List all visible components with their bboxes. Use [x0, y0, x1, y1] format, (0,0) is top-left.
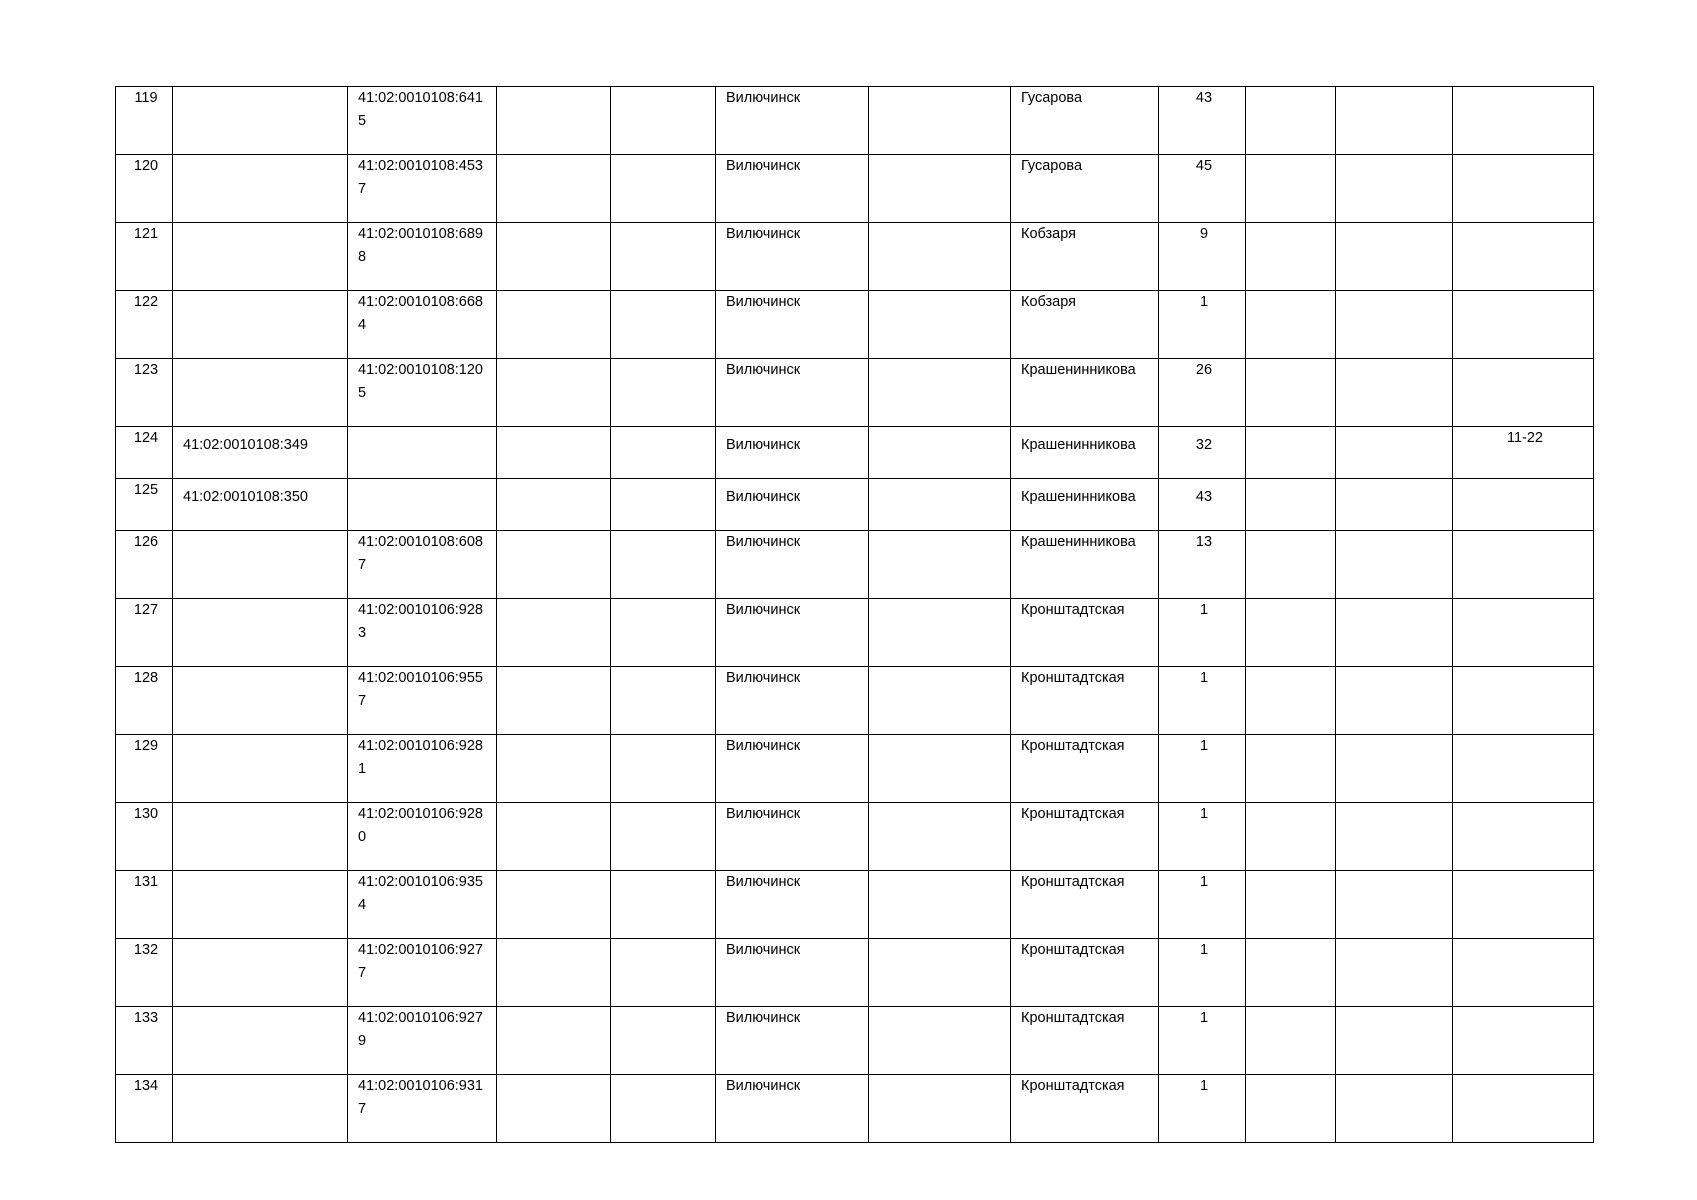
parcel-cadastral-cell [173, 359, 348, 427]
city-cell: Вилючинск [716, 735, 869, 803]
building-cadastral-cell: 41:02:0010108:4537 [348, 155, 497, 223]
parcel-cadastral-cell: 41:02:0010108:350 [173, 479, 348, 531]
empty-cell [1336, 1075, 1453, 1143]
house-number-cell: 1 [1159, 667, 1246, 735]
table-row [116, 359, 1594, 427]
building-cadastral-cell: 41:02:0010108:1205 [348, 359, 497, 427]
street-cell: Гусарова [1011, 155, 1159, 223]
empty-cell [611, 1007, 716, 1075]
empty-cell [1246, 427, 1336, 479]
table-row [116, 667, 1594, 735]
building-cadastral-cell [348, 479, 497, 531]
apartment-range-cell [1453, 1075, 1594, 1143]
empty-cell [611, 803, 716, 871]
house-number-cell: 1 [1159, 1007, 1246, 1075]
apartment-range-cell [1453, 291, 1594, 359]
house-number-cell: 9 [1159, 223, 1246, 291]
parcel-cadastral-cell [173, 1075, 348, 1143]
table-row [116, 531, 1594, 599]
row-number-cell: 123 [116, 359, 173, 427]
empty-cell [1246, 155, 1336, 223]
parcel-cadastral-cell [173, 291, 348, 359]
empty-cell [497, 1075, 611, 1143]
house-number-cell: 1 [1159, 291, 1246, 359]
house-number-cell: 1 [1159, 735, 1246, 803]
empty-cell [497, 359, 611, 427]
empty-cell [611, 223, 716, 291]
empty-cell [611, 939, 716, 1007]
city-cell: Вилючинск [716, 1007, 869, 1075]
empty-cell [869, 871, 1011, 939]
empty-cell [1336, 803, 1453, 871]
empty-cell [497, 599, 611, 667]
empty-cell [1246, 87, 1336, 155]
empty-cell [1336, 735, 1453, 803]
apartment-range-cell [1453, 479, 1594, 531]
row-number-cell: 132 [116, 939, 173, 1007]
apartment-range-cell [1453, 531, 1594, 599]
table-row [116, 87, 1594, 155]
empty-cell [1246, 939, 1336, 1007]
empty-cell [1336, 531, 1453, 599]
empty-cell [1246, 735, 1336, 803]
row-number-cell: 125 [116, 479, 173, 531]
empty-cell [869, 599, 1011, 667]
street-cell: Гусарова [1011, 87, 1159, 155]
building-cadastral-cell: 41:02:0010106:9281 [348, 735, 497, 803]
apartment-range-cell [1453, 87, 1594, 155]
empty-cell [1336, 87, 1453, 155]
empty-cell [497, 1007, 611, 1075]
table-row [116, 735, 1594, 803]
parcel-cadastral-cell [173, 667, 348, 735]
table-row [116, 1007, 1594, 1075]
parcel-cadastral-cell [173, 223, 348, 291]
empty-cell [611, 599, 716, 667]
empty-cell [1246, 479, 1336, 531]
empty-cell [1246, 531, 1336, 599]
apartment-range-cell [1453, 359, 1594, 427]
apartment-range-cell: 11-22 [1453, 427, 1594, 479]
empty-cell [1336, 291, 1453, 359]
empty-cell [1336, 223, 1453, 291]
empty-cell [869, 155, 1011, 223]
city-cell: Вилючинск [716, 479, 869, 531]
city-cell: Вилючинск [716, 291, 869, 359]
building-cadastral-cell: 41:02:0010106:9280 [348, 803, 497, 871]
empty-cell [497, 155, 611, 223]
empty-cell [869, 291, 1011, 359]
empty-cell [1246, 667, 1336, 735]
empty-cell [869, 223, 1011, 291]
apartment-range-cell [1453, 599, 1594, 667]
empty-cell [497, 291, 611, 359]
street-cell: Кобзаря [1011, 223, 1159, 291]
row-number-cell: 120 [116, 155, 173, 223]
house-number-cell: 1 [1159, 871, 1246, 939]
empty-cell [869, 479, 1011, 531]
city-cell: Вилючинск [716, 599, 869, 667]
city-cell: Вилючинск [716, 871, 869, 939]
table-row [116, 291, 1594, 359]
empty-cell [1246, 1007, 1336, 1075]
empty-cell [1246, 871, 1336, 939]
row-number-cell: 126 [116, 531, 173, 599]
empty-cell [869, 1075, 1011, 1143]
empty-cell [1246, 599, 1336, 667]
empty-cell [1336, 155, 1453, 223]
empty-cell [497, 531, 611, 599]
city-cell: Вилючинск [716, 667, 869, 735]
city-cell: Вилючинск [716, 155, 869, 223]
street-cell: Крашенинникова [1011, 479, 1159, 531]
empty-cell [497, 939, 611, 1007]
house-number-cell: 26 [1159, 359, 1246, 427]
empty-cell [1246, 223, 1336, 291]
empty-cell [869, 735, 1011, 803]
empty-cell [611, 479, 716, 531]
table-row [116, 599, 1594, 667]
table-row [116, 803, 1594, 871]
table-row [116, 939, 1594, 1007]
street-cell: Кронштадтская [1011, 939, 1159, 1007]
apartment-range-cell [1453, 1007, 1594, 1075]
parcel-cadastral-cell [173, 735, 348, 803]
house-number-cell: 1 [1159, 803, 1246, 871]
street-cell: Кронштадтская [1011, 599, 1159, 667]
row-number-cell: 131 [116, 871, 173, 939]
empty-cell [497, 735, 611, 803]
empty-cell [1336, 599, 1453, 667]
building-cadastral-cell: 41:02:0010106:9317 [348, 1075, 497, 1143]
empty-cell [869, 359, 1011, 427]
parcel-cadastral-cell [173, 531, 348, 599]
empty-cell [1246, 1075, 1336, 1143]
empty-cell [1336, 667, 1453, 735]
parcel-cadastral-cell [173, 87, 348, 155]
building-cadastral-cell: 41:02:0010108:6684 [348, 291, 497, 359]
house-number-cell: 32 [1159, 427, 1246, 479]
empty-cell [869, 939, 1011, 1007]
house-number-cell: 43 [1159, 479, 1246, 531]
parcel-cadastral-cell [173, 1007, 348, 1075]
empty-cell [611, 291, 716, 359]
apartment-range-cell [1453, 155, 1594, 223]
street-cell: Кронштадтская [1011, 1007, 1159, 1075]
apartment-range-cell [1453, 223, 1594, 291]
table-row [116, 1075, 1594, 1143]
parcel-cadastral-cell: 41:02:0010108:349 [173, 427, 348, 479]
house-number-cell: 45 [1159, 155, 1246, 223]
house-number-cell: 1 [1159, 599, 1246, 667]
apartment-range-cell [1453, 735, 1594, 803]
street-cell: Кронштадтская [1011, 803, 1159, 871]
empty-cell [1336, 871, 1453, 939]
table-row [116, 223, 1594, 291]
parcel-cadastral-cell [173, 155, 348, 223]
empty-cell [869, 87, 1011, 155]
street-cell: Крашенинникова [1011, 427, 1159, 479]
row-number-cell: 119 [116, 87, 173, 155]
empty-cell [611, 87, 716, 155]
row-number-cell: 128 [116, 667, 173, 735]
apartment-range-cell [1453, 939, 1594, 1007]
row-number-cell: 122 [116, 291, 173, 359]
building-cadastral-cell: 41:02:0010108:6415 [348, 87, 497, 155]
empty-cell [1336, 427, 1453, 479]
apartment-range-cell [1453, 667, 1594, 735]
street-cell: Кобзаря [1011, 291, 1159, 359]
house-number-cell: 43 [1159, 87, 1246, 155]
street-cell: Крашенинникова [1011, 359, 1159, 427]
empty-cell [869, 1007, 1011, 1075]
table-row [116, 427, 1594, 479]
empty-cell [611, 667, 716, 735]
building-cadastral-cell [348, 427, 497, 479]
house-number-cell: 1 [1159, 1075, 1246, 1143]
apartment-range-cell [1453, 803, 1594, 871]
empty-cell [611, 531, 716, 599]
street-cell: Кронштадтская [1011, 871, 1159, 939]
city-cell: Вилючинск [716, 939, 869, 1007]
empty-cell [497, 871, 611, 939]
table-row [116, 155, 1594, 223]
row-number-cell: 134 [116, 1075, 173, 1143]
empty-cell [497, 667, 611, 735]
city-cell: Вилючинск [716, 803, 869, 871]
building-cadastral-cell: 41:02:0010106:9283 [348, 599, 497, 667]
building-cadastral-cell: 41:02:0010106:9557 [348, 667, 497, 735]
street-cell: Крашенинникова [1011, 531, 1159, 599]
row-number-cell: 127 [116, 599, 173, 667]
street-cell: Кронштадтская [1011, 667, 1159, 735]
city-cell: Вилючинск [716, 359, 869, 427]
table-body [116, 87, 1594, 1143]
table-row [116, 479, 1594, 531]
city-cell: Вилючинск [716, 427, 869, 479]
city-cell: Вилючинск [716, 1075, 869, 1143]
empty-cell [1246, 291, 1336, 359]
street-cell: Кронштадтская [1011, 1075, 1159, 1143]
empty-cell [1246, 359, 1336, 427]
empty-cell [1336, 479, 1453, 531]
building-cadastral-cell: 41:02:0010106:9279 [348, 1007, 497, 1075]
street-cell: Кронштадтская [1011, 735, 1159, 803]
row-number-cell: 133 [116, 1007, 173, 1075]
empty-cell [869, 427, 1011, 479]
empty-cell [497, 427, 611, 479]
house-number-cell: 13 [1159, 531, 1246, 599]
empty-cell [611, 359, 716, 427]
empty-cell [1336, 1007, 1453, 1075]
building-cadastral-cell: 41:02:0010106:9354 [348, 871, 497, 939]
row-number-cell: 124 [116, 427, 173, 479]
empty-cell [497, 87, 611, 155]
empty-cell [1246, 803, 1336, 871]
apartment-range-cell [1453, 871, 1594, 939]
empty-cell [611, 1075, 716, 1143]
building-cadastral-cell: 41:02:0010106:9277 [348, 939, 497, 1007]
empty-cell [611, 155, 716, 223]
empty-cell [497, 803, 611, 871]
empty-cell [869, 667, 1011, 735]
empty-cell [611, 735, 716, 803]
empty-cell [611, 871, 716, 939]
city-cell: Вилючинск [716, 531, 869, 599]
empty-cell [497, 223, 611, 291]
city-cell: Вилючинск [716, 223, 869, 291]
row-number-cell: 130 [116, 803, 173, 871]
registry-table [115, 86, 1594, 1143]
empty-cell [869, 531, 1011, 599]
empty-cell [497, 479, 611, 531]
city-cell: Вилючинск [716, 87, 869, 155]
building-cadastral-cell: 41:02:0010108:6087 [348, 531, 497, 599]
row-number-cell: 129 [116, 735, 173, 803]
building-cadastral-cell: 41:02:0010108:6898 [348, 223, 497, 291]
house-number-cell: 1 [1159, 939, 1246, 1007]
parcel-cadastral-cell [173, 599, 348, 667]
empty-cell [1336, 939, 1453, 1007]
empty-cell [1336, 359, 1453, 427]
empty-cell [869, 803, 1011, 871]
parcel-cadastral-cell [173, 803, 348, 871]
parcel-cadastral-cell [173, 871, 348, 939]
row-number-cell: 121 [116, 223, 173, 291]
parcel-cadastral-cell [173, 939, 348, 1007]
empty-cell [611, 427, 716, 479]
table-row [116, 871, 1594, 939]
